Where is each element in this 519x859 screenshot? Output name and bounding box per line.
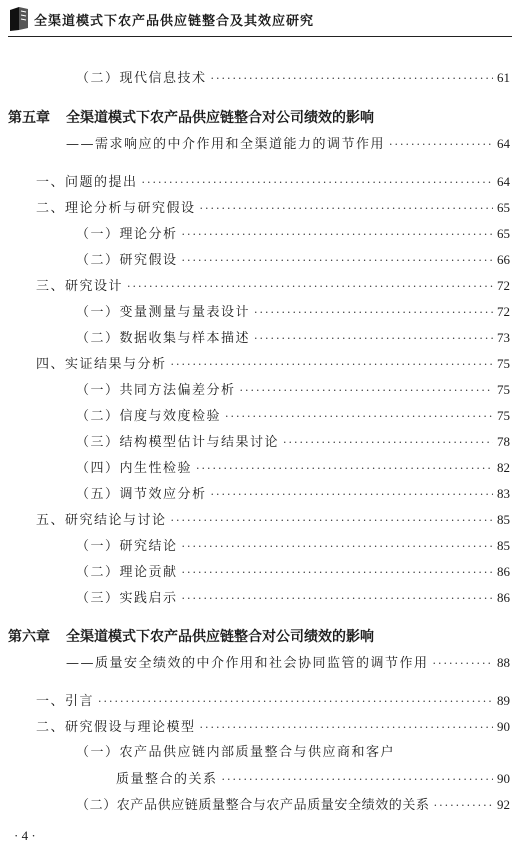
toc-entry[interactable]	[76, 562, 510, 582]
toc-page-number: 88	[497, 655, 510, 670]
toc-page-number: 65	[497, 226, 510, 241]
toc-entry[interactable]	[36, 198, 510, 218]
toc-page-number: 75	[497, 382, 510, 397]
toc-entry[interactable]	[76, 432, 510, 452]
toc-entry-label: （二）数据收集与样本描述	[76, 331, 251, 346]
toc-page-number: 64	[497, 174, 510, 189]
toc-page-number: 92	[497, 797, 510, 812]
toc-page-number: 78	[497, 434, 510, 449]
toc-page-number: 90	[497, 771, 510, 786]
chapter-title: 全渠道模式下农产品供应链整合对公司绩效的影响	[66, 110, 374, 126]
toc-page-number: 72	[497, 304, 510, 319]
leader-dots	[142, 173, 493, 193]
toc-page-number: 82	[497, 460, 510, 475]
leader-dots	[200, 718, 493, 738]
running-title: 全渠道模式下农产品供应链整合及其效应研究	[34, 14, 315, 29]
leader-dots	[182, 251, 493, 271]
toc-entry-label: ——质量安全绩效的中介作用和社会协同监管的调节作用	[66, 656, 429, 671]
toc-entry-label: （五）调节效应分析	[76, 487, 207, 502]
toc-entry[interactable]	[76, 588, 510, 608]
toc-entry-label: 四、实证结果与分析	[36, 357, 167, 372]
page-number-footer: · 4 ·	[14, 828, 36, 843]
toc-entry[interactable]	[76, 380, 510, 400]
leader-dots	[254, 303, 493, 323]
toc-entry-label: （一）研究结论	[76, 539, 178, 554]
toc-entry-label: （四）内生性检验	[76, 461, 193, 476]
leader-dots	[254, 329, 493, 349]
leader-dots	[433, 654, 493, 674]
toc-entry[interactable]	[76, 743, 510, 763]
leader-dots	[196, 459, 493, 479]
toc-entry-label: （一）共同方法偏差分析	[76, 383, 236, 398]
toc-entry-label: （三）结构模型估计与结果讨论	[76, 435, 280, 450]
book-icon	[8, 6, 30, 32]
toc-entry-label: （一）理论分析	[76, 227, 178, 242]
toc-entry[interactable]	[76, 224, 510, 244]
toc-page-number: 90	[497, 719, 510, 734]
toc-entry[interactable]	[76, 328, 510, 348]
chapter-heading[interactable]	[8, 627, 374, 647]
chapter-heading[interactable]	[8, 108, 374, 128]
toc-entry-label: （二）现代信息技术	[76, 71, 207, 86]
toc-entry[interactable]	[36, 172, 510, 192]
running-header	[0, 0, 519, 38]
toc-entry-label: 质量整合的关系	[116, 772, 218, 787]
toc-entry-label: （一）变量测量与量表设计	[76, 305, 251, 320]
leader-dots	[200, 199, 493, 219]
toc-entry-label: （三）实践启示	[76, 591, 178, 606]
toc-entry[interactable]	[76, 458, 510, 478]
toc-entry-label: （二）农产品供应链质量整合与农产品质量安全绩效的关系	[76, 798, 430, 813]
toc-entry-label: 五、研究结论与讨论	[36, 513, 167, 528]
toc-entry-label: 二、理论分析与研究假设	[36, 201, 196, 216]
toc-page-number: 65	[497, 200, 510, 215]
toc-entry[interactable]	[66, 653, 510, 673]
leader-dots	[283, 433, 493, 453]
leader-dots	[182, 563, 493, 583]
chapter-number: 第六章	[8, 629, 50, 645]
toc-entry[interactable]	[36, 510, 510, 530]
leader-dots	[211, 69, 493, 89]
toc-entry[interactable]	[66, 134, 510, 154]
toc-entry[interactable]	[76, 302, 510, 322]
leader-dots	[389, 135, 493, 155]
leader-dots	[98, 692, 493, 712]
toc-entry[interactable]	[36, 717, 510, 737]
toc-page-number: 72	[497, 278, 510, 293]
toc-page-number: 61	[497, 70, 510, 85]
toc-entry[interactable]	[36, 276, 510, 296]
leader-dots	[240, 381, 493, 401]
toc-page-number: 85	[497, 512, 510, 527]
leader-dots	[127, 277, 493, 297]
toc-entry-label: 二、研究假设与理论模型	[36, 720, 196, 735]
toc-entry[interactable]	[76, 68, 510, 88]
toc-page-number: 83	[497, 486, 510, 501]
toc-page-number: 75	[497, 408, 510, 423]
toc-entry[interactable]	[76, 536, 510, 556]
toc-entry-label: ——需求响应的中介作用和全渠道能力的调节作用	[66, 137, 386, 152]
chapter-number: 第五章	[8, 110, 50, 126]
leader-dots	[182, 225, 493, 245]
toc-entry[interactable]	[36, 691, 510, 711]
header-rule	[8, 36, 512, 37]
toc-entry-label: 一、问题的提出	[36, 175, 138, 190]
toc-page-number: 75	[497, 356, 510, 371]
toc-entry-label: （二）研究假设	[76, 253, 178, 268]
toc-page-number: 86	[497, 590, 510, 605]
leader-dots	[182, 589, 493, 609]
toc-entry-label: （二）信度与效度检验	[76, 409, 222, 424]
toc-entry-label: 三、研究设计	[36, 279, 124, 294]
leader-dots	[222, 770, 493, 790]
toc-entry[interactable]	[116, 769, 510, 789]
leader-dots	[225, 407, 493, 427]
leader-dots	[182, 537, 493, 557]
leader-dots	[434, 796, 493, 816]
toc-page-number: 64	[497, 136, 510, 151]
leader-dots	[171, 355, 493, 375]
toc-page-number: 73	[497, 330, 510, 345]
toc-entry[interactable]	[76, 795, 510, 815]
toc-page-number: 86	[497, 564, 510, 579]
toc-entry-label: 一、引言	[36, 694, 95, 709]
toc-entry[interactable]	[76, 250, 510, 270]
toc-entry[interactable]	[36, 354, 510, 374]
chapter-title: 全渠道模式下农产品供应链整合对公司绩效的影响	[66, 629, 374, 645]
toc-page-number: 66	[497, 252, 510, 267]
toc-page-number: 85	[497, 538, 510, 553]
leader-dots	[211, 485, 493, 505]
toc-entry-label: （一）农产品供应链内部质量整合与供应商和客户	[76, 745, 396, 760]
toc-entry-label: （二）理论贡献	[76, 565, 178, 580]
leader-dots	[171, 511, 493, 531]
toc-entry[interactable]	[76, 406, 510, 426]
toc-page-number: 89	[497, 693, 510, 708]
toc-entry[interactable]	[76, 484, 510, 504]
